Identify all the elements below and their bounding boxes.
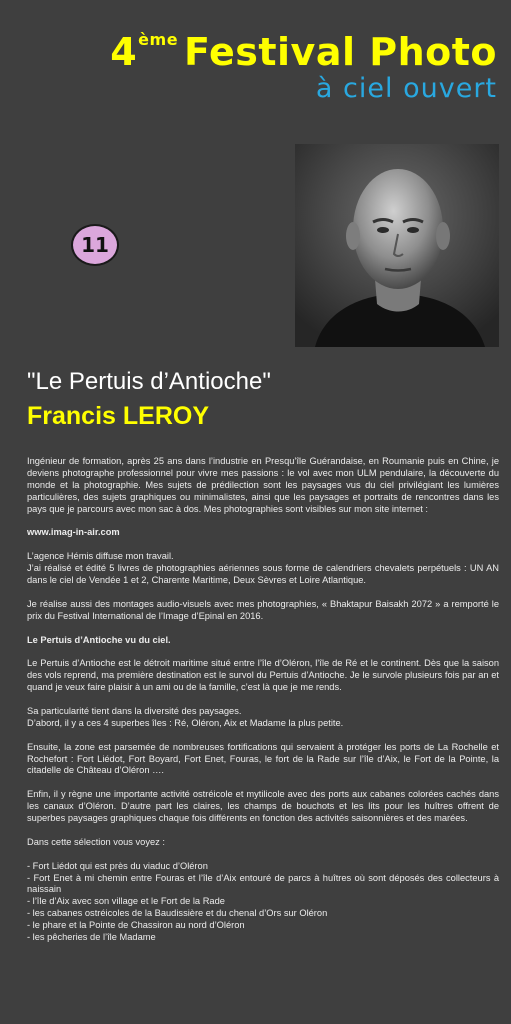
fortifications-paragraph: Ensuite, la zone est parsemée de nombreuses fortifications qui servaient à protéger les ports de La Rochelle et Rochefort : Fort Liédot, Fort Boyard, Fort Enet, Fouras, le fort de la Rade sur l’île d’Aix, le Fort de la Pointe, la citadelle de Château d’Oléron ….	[27, 741, 499, 776]
author-name: Francis LEROY	[27, 402, 209, 430]
exhibit-title: "Le Pertuis d’Antioche"	[27, 368, 271, 395]
selection-intro: Dans cette sélection vous voyez :	[27, 836, 165, 847]
selection-list	[27, 861, 499, 944]
diversity-line-2: D’abord, il y a ces 4 superbes îles : Ré, Oléron, Aix et Madame la plus petite.	[27, 717, 344, 728]
list-item: - Fort Liédot qui est près du viaduc d’Oléron	[27, 860, 208, 871]
festival-subtitle: à ciel ouvert	[315, 73, 497, 104]
diversity-line-1: Sa particularité tient dans la diversité des paysages.	[27, 705, 242, 716]
edition-suffix: ème	[138, 30, 179, 49]
festival-name: Festival Photo	[184, 30, 497, 74]
list-item: - l’île d’Aix avec son village et le Fort de la Rade	[27, 896, 225, 907]
photographer-portrait	[295, 144, 499, 347]
list-item: - le phare et la Pointe de Chassiron au nord d’Oléron	[27, 920, 245, 931]
website-link[interactable]: www.imag-in-air.com	[27, 527, 120, 538]
edition-number: 4	[110, 30, 138, 74]
diversity-paragraph	[27, 706, 499, 730]
section-heading: Le Pertuis d’Antioche vu du ciel.	[27, 634, 171, 645]
agency-books-paragraph	[27, 551, 499, 587]
festival-header	[110, 18, 497, 104]
intro-paragraph: Ingénieur de formation, après 25 ans dans l’industrie en Presqu’île Guérandaise, en Roumanie puis en Chine, je deviens photographe professionnel pour vivre mes passions : le vol avec mon ULM pendulaire, la découverte du monde et la photographie. Mes sujets de prédilection sont les paysages vus du ciel privilégiant les lumières particulières, des sujets graphiques ou minimalistes, ainsi que les paysages et portraits de rencontres dans les pays que je parcours avec mon sac à dos. Mes photographies sont visibles sur mon site internet :	[27, 456, 499, 514]
list-item: - les cabanes ostréicoles de la Baudissière et du chenal d’Ors sur Oléron	[27, 908, 328, 919]
oyster-paragraph: Enfin, il y règne une importante activité ostréicole et mytilicole avec des ports aux cabanes colorées cachés dans les canaux d’Oléron. D’autre part les claires, les champs de bouchots et les lits pour les huîtres offrent de superbes paysages graphiques chaque fois différents en fonction des activités saisonnières et des marées.	[27, 789, 499, 824]
books-line: J’ai réalisé et édité 5 livres de photographies aériennes sous forme de calendriers chevalets perpétuels : UN AN dans le ciel de Vendée 1 et 2, Charente Maritime, Deux Sèvres et Loire Atlantique.	[27, 563, 499, 586]
audiovisual-paragraph: Je réalise aussi des montages audio-visuels avec mes photographies, « Bhaktapur Baisakh 2072 » a remporté le prix du Festival International de l’Image d’Epinal en 2016.	[27, 598, 499, 621]
list-item: - Fort Enet à mi chemin entre Fouras et l’île d’Aix entouré de parcs à huîtres où sont déposés des collecteurs à naissain	[27, 872, 499, 895]
agency-line: L’agence Hémis diffuse mon travail.	[27, 551, 174, 562]
list-item: - les pêcheries de l’île Madame	[27, 932, 156, 943]
article-body	[27, 456, 499, 944]
pertuis-paragraph: Le Pertuis d’Antioche est le détroit maritime situé entre l’île d’Oléron, l’île de Ré et le continent. Dès que la saison des vols reprend, ma première destination est le survol du Pertuis d’Antioche. Je le survole plusieurs fois par an et quand je veux faire plaisir à un ami ou de la famille, c’est là que je me rends.	[27, 658, 499, 693]
portrait-image	[295, 144, 499, 347]
exhibit-number-badge: 11	[71, 224, 119, 266]
festival-title	[110, 18, 497, 74]
